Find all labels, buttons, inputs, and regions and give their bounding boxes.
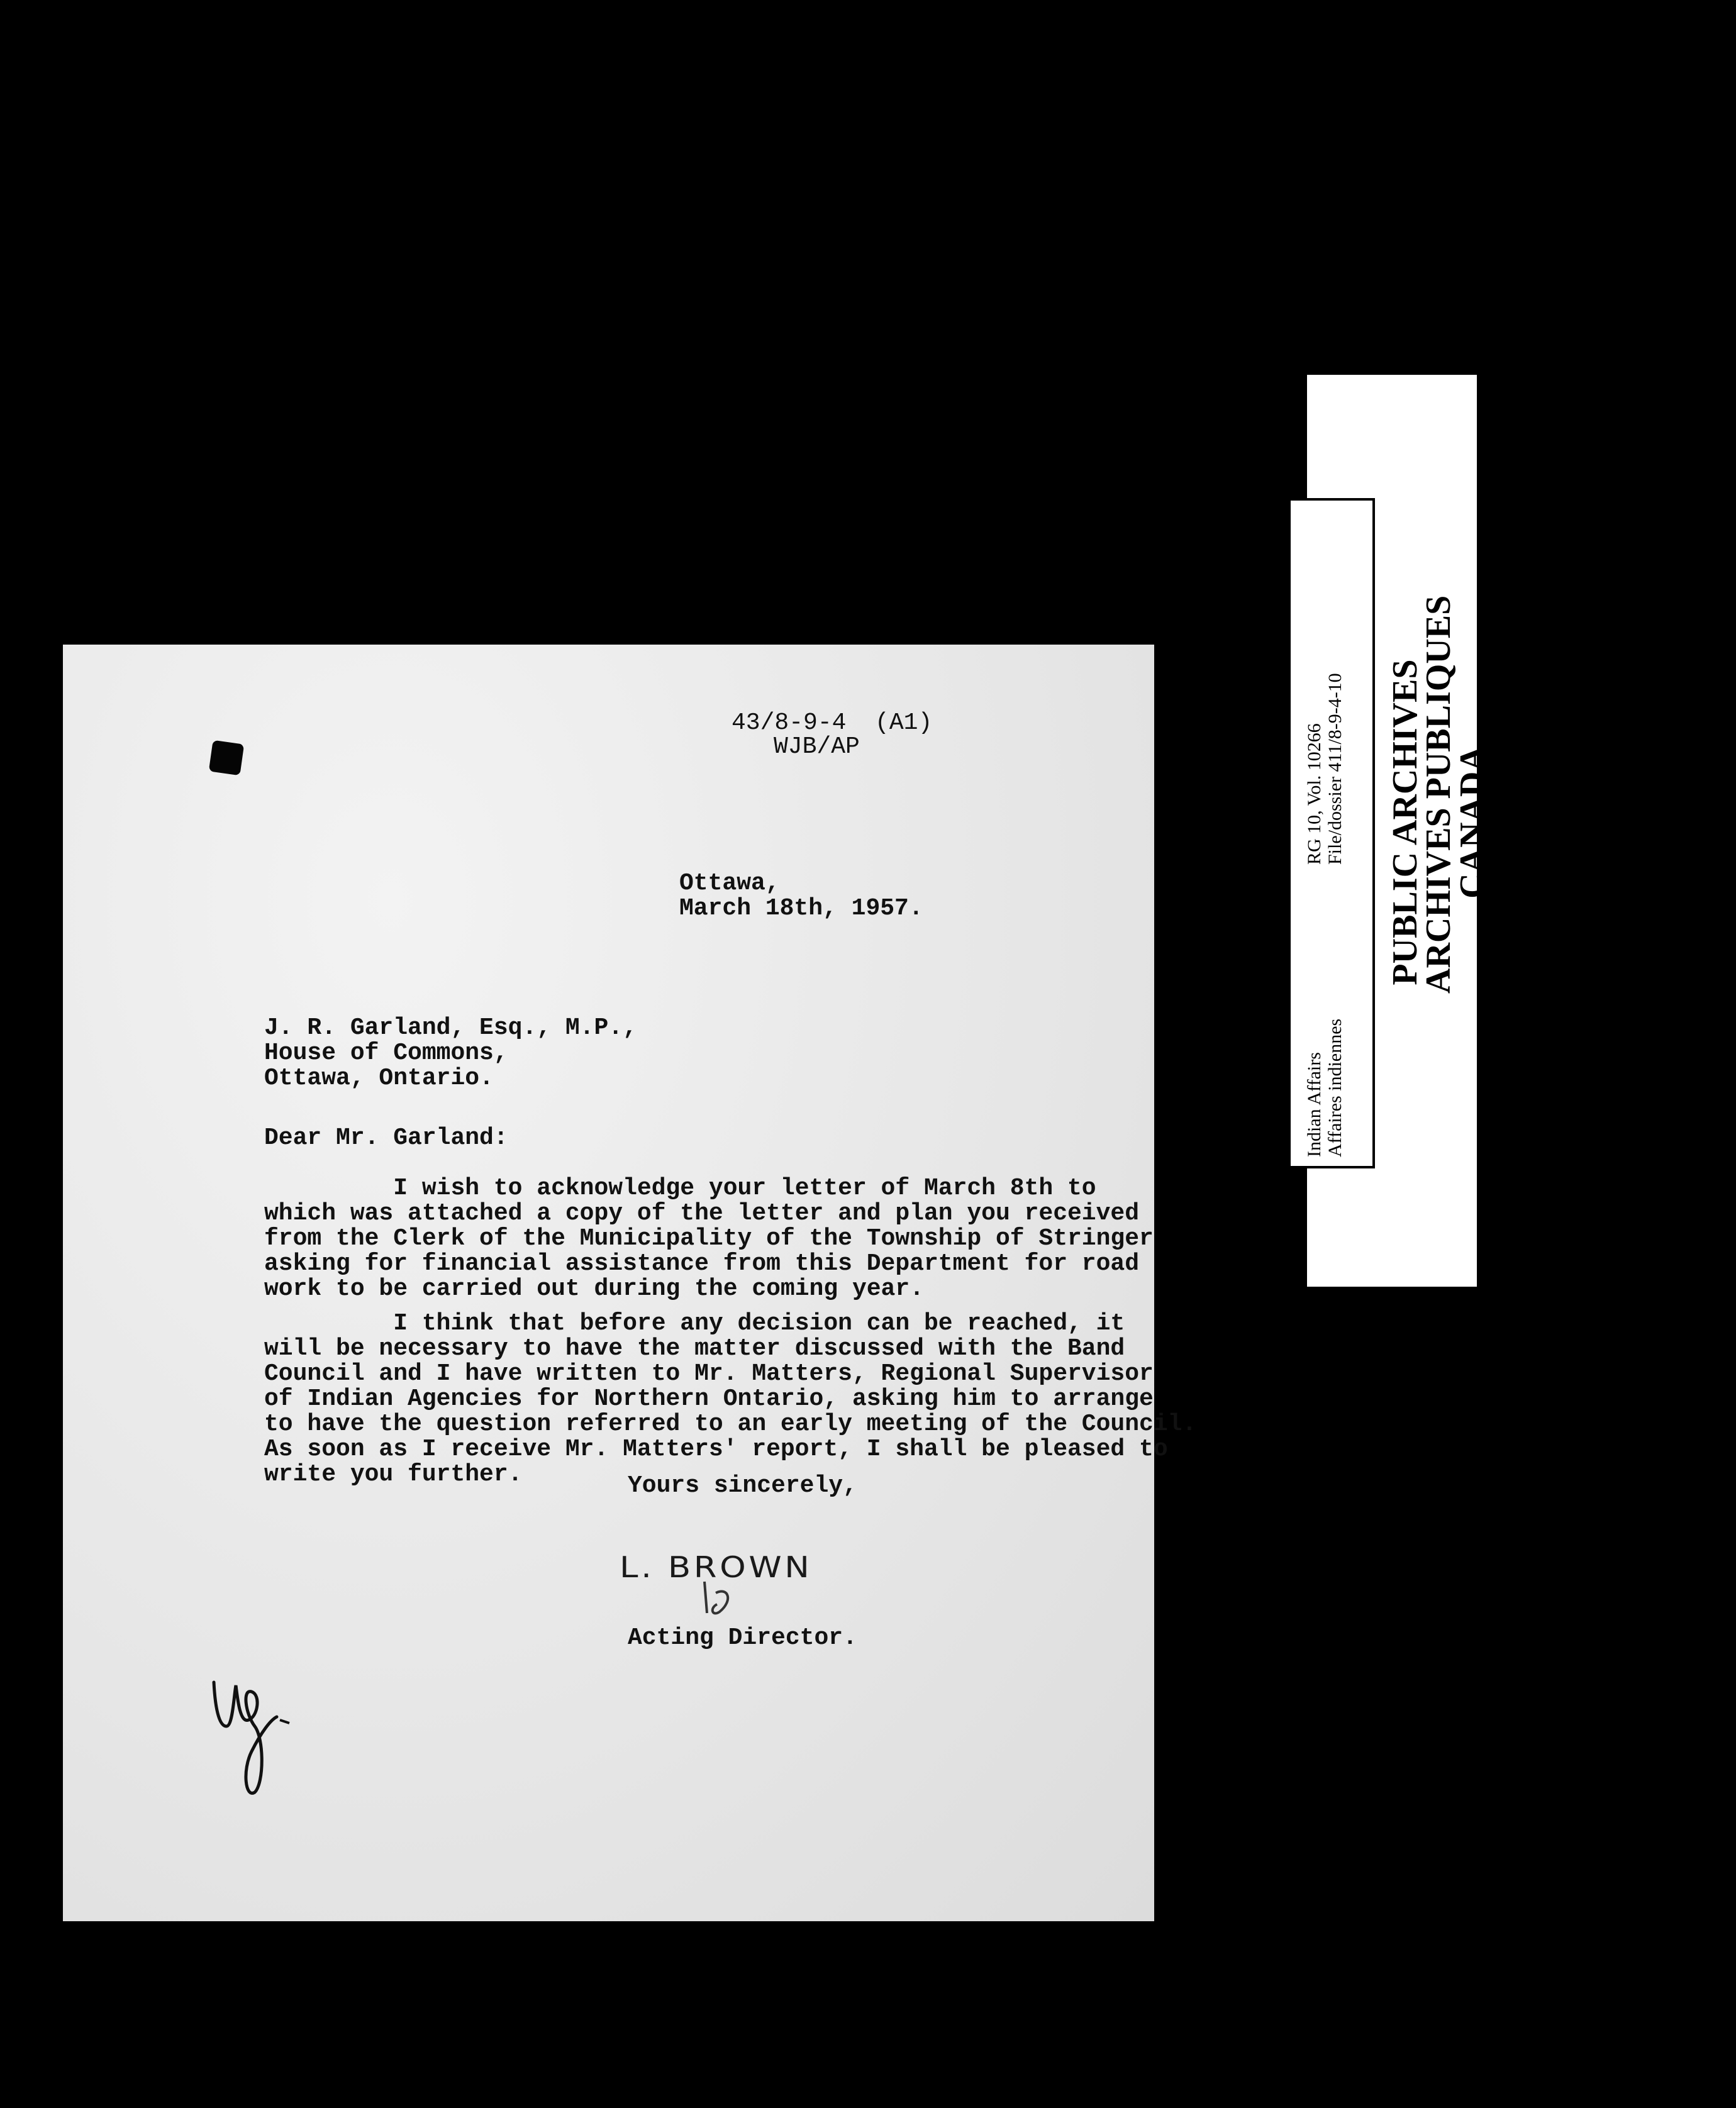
paragraph-1 <box>264 1176 1154 1302</box>
name-stamp: L. BROWN <box>620 1550 813 1584</box>
department-fr: Affaires indiennes <box>1325 1018 1345 1157</box>
closing: Yours sincerely, <box>628 1472 857 1499</box>
ink-blot <box>209 740 244 775</box>
place-line: Ottawa, <box>679 870 780 897</box>
body-line: of Indian Agencies for Northern Ontario, asking him to arrange <box>264 1385 1154 1412</box>
handwritten-mark <box>698 1575 742 1619</box>
body-line: As soon as I receive Mr. Matters' report, I shall be pleased to <box>264 1436 1168 1463</box>
body-line: from the Clerk of the Municipality of the Township of Stringer <box>264 1225 1154 1252</box>
paragraph-2 <box>264 1311 1196 1487</box>
file-number: File/dossier 411/8-9-4-10 <box>1325 673 1345 865</box>
reference-initials: WJB/AP <box>774 733 860 760</box>
body-line: Council and I have written to Mr. Matters, Regional Supervisor <box>264 1360 1154 1387</box>
archive-name-en: PUBLIC ARCHIVES <box>1386 659 1425 985</box>
reference-number: 43/8-9-4 (A1) <box>732 709 933 736</box>
department-en: Indian Affairs <box>1304 1052 1325 1157</box>
handwritten-initials <box>201 1657 327 1808</box>
letter-page <box>63 645 1197 1921</box>
date-line: March 18th, 1957. <box>679 895 923 922</box>
body-line: write you further. <box>264 1461 523 1488</box>
recipient-line: J. R. Garland, Esq., M.P., <box>264 1014 637 1041</box>
archive-name-fr: ARCHIVES PUBLIQUES <box>1419 595 1458 994</box>
salutation: Dear Mr. Garland: <box>264 1124 508 1151</box>
record-group-volume: RG 10, Vol. 10266 <box>1304 723 1325 865</box>
body-line: will be necessary to have the matter discussed with the Band <box>264 1335 1125 1362</box>
signer-title: Acting Director. <box>628 1624 857 1651</box>
recipient-line: Ottawa, Ontario. <box>264 1065 494 1092</box>
archive-country: CANADA <box>1453 746 1492 899</box>
body-line: which was attached a copy of the letter and plan you received <box>264 1200 1140 1227</box>
body-line: asking for financial assistance from this Department for road <box>264 1250 1140 1277</box>
body-line: to have the question referred to an early meeting of the Council. <box>264 1411 1197 1438</box>
body-line: work to be carried out during the coming year. <box>264 1275 924 1302</box>
body-line: I think that before any decision can be reached, it <box>264 1310 1125 1337</box>
body-line: I wish to acknowledge your letter of March 8th to <box>264 1175 1096 1202</box>
recipient-line: House of Commons, <box>264 1040 508 1067</box>
